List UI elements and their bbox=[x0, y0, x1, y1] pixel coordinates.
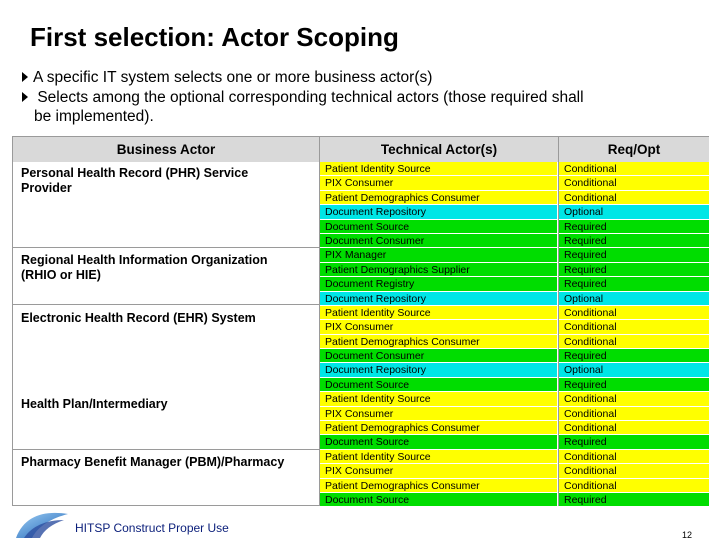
table-row bbox=[320, 292, 709, 306]
technical-actor-cell: Patient Demographics Consumer bbox=[320, 421, 558, 435]
technical-actor-cell: Document Repository bbox=[320, 205, 558, 219]
table-row bbox=[320, 263, 709, 277]
table-row bbox=[320, 435, 709, 449]
table-row bbox=[320, 320, 709, 334]
technical-actor-cell: PIX Consumer bbox=[320, 407, 558, 421]
table-row bbox=[320, 335, 709, 349]
bullet-1-text: A specific IT system selects one or more business actor(s) bbox=[33, 69, 433, 86]
req-opt-cell: Required bbox=[559, 220, 709, 234]
technical-actor-cell: Patient Identity Source bbox=[320, 306, 558, 320]
page-number: 12 bbox=[682, 530, 693, 540]
business-actor-line: Health Plan/Intermediary bbox=[21, 397, 168, 411]
table-row bbox=[320, 277, 709, 291]
technical-actor-cell: Document Registry bbox=[320, 277, 558, 291]
business-actor-line: Provider bbox=[21, 181, 72, 195]
table-row bbox=[320, 220, 709, 234]
req-opt-cell: Conditional bbox=[559, 320, 709, 334]
table-row bbox=[320, 205, 709, 219]
business-actor-health-plan bbox=[13, 394, 319, 415]
table-row bbox=[320, 392, 709, 406]
technical-actor-rows bbox=[320, 162, 709, 507]
technical-actor-cell: Document Repository bbox=[320, 292, 558, 306]
table-row bbox=[320, 421, 709, 435]
technical-actor-cell: Document Source bbox=[320, 435, 558, 449]
technical-actor-cell: PIX Consumer bbox=[320, 320, 558, 334]
req-opt-cell: Conditional bbox=[559, 479, 709, 493]
req-opt-cell: Conditional bbox=[559, 306, 709, 320]
business-actor-pbm bbox=[13, 452, 319, 473]
technical-actor-cell: PIX Consumer bbox=[320, 464, 558, 478]
footer-text: HITSP Construct Proper Use bbox=[75, 521, 229, 535]
bullet-2-continuation: be implemented). bbox=[34, 108, 154, 125]
technical-actor-cell: Patient Demographics Consumer bbox=[320, 191, 558, 205]
business-actor-line: Personal Health Record (PHR) Service bbox=[21, 166, 249, 180]
req-opt-cell: Required bbox=[559, 263, 709, 277]
actor-table bbox=[12, 136, 709, 506]
technical-actor-cell: Patient Demographics Consumer bbox=[320, 479, 558, 493]
bullet-arrow-icon bbox=[22, 92, 28, 102]
req-opt-cell: Conditional bbox=[559, 176, 709, 190]
table-row bbox=[320, 191, 709, 205]
table-row bbox=[320, 349, 709, 363]
technical-actor-cell: Patient Identity Source bbox=[320, 162, 558, 176]
req-opt-cell: Conditional bbox=[559, 392, 709, 406]
bullet-arrow-icon bbox=[22, 72, 28, 82]
business-actor-ehr bbox=[13, 308, 319, 329]
technical-actor-cell: Document Source bbox=[320, 378, 558, 392]
bullet-1 bbox=[22, 68, 692, 87]
table-row bbox=[320, 363, 709, 377]
req-opt-cell: Conditional bbox=[559, 162, 709, 176]
req-opt-cell: Required bbox=[559, 234, 709, 248]
req-opt-cell: Optional bbox=[559, 292, 709, 306]
technical-actor-cell: PIX Consumer bbox=[320, 176, 558, 190]
business-actor-line: (RHIO or HIE) bbox=[21, 268, 101, 282]
business-actor-phr bbox=[13, 163, 319, 199]
req-opt-cell: Optional bbox=[559, 205, 709, 219]
hitsp-logo-icon bbox=[14, 508, 70, 540]
technical-actor-cell: Patient Identity Source bbox=[320, 392, 558, 406]
technical-actor-cell: Document Source bbox=[320, 220, 558, 234]
req-opt-cell: Conditional bbox=[559, 407, 709, 421]
technical-actor-cell: Patient Identity Source bbox=[320, 450, 558, 464]
req-opt-cell: Conditional bbox=[559, 421, 709, 435]
group-separator bbox=[13, 247, 319, 248]
header-technical-actor: Technical Actor(s) bbox=[320, 137, 558, 162]
req-opt-cell: Required bbox=[559, 435, 709, 449]
technical-actor-cell: PIX Manager bbox=[320, 248, 558, 262]
req-opt-cell: Required bbox=[559, 493, 709, 507]
table-row bbox=[320, 378, 709, 392]
business-actor-rhio bbox=[13, 250, 319, 286]
header-business-actor: Business Actor bbox=[13, 137, 319, 162]
table-row bbox=[320, 479, 709, 493]
req-opt-cell: Required bbox=[559, 349, 709, 363]
req-opt-cell: Conditional bbox=[559, 464, 709, 478]
req-opt-cell: Conditional bbox=[559, 191, 709, 205]
business-actor-line: Pharmacy Benefit Manager (PBM)/Pharmacy bbox=[21, 455, 285, 469]
table-row bbox=[320, 306, 709, 320]
req-opt-cell: Required bbox=[559, 378, 709, 392]
group-separator bbox=[13, 449, 319, 450]
table-row bbox=[320, 162, 709, 176]
technical-actor-cell: Document Repository bbox=[320, 363, 558, 377]
table-row bbox=[320, 248, 709, 262]
req-opt-cell: Conditional bbox=[559, 450, 709, 464]
bullet-2-text: Selects among the optional corresponding technical actors (those required shall bbox=[37, 89, 584, 106]
table-row bbox=[320, 234, 709, 248]
slide-title: First selection: Actor Scoping bbox=[30, 22, 399, 52]
technical-actor-cell: Document Consumer bbox=[320, 349, 558, 363]
table-row bbox=[320, 176, 709, 190]
req-opt-cell: Required bbox=[559, 248, 709, 262]
req-opt-cell: Optional bbox=[559, 363, 709, 377]
bullet-2 bbox=[22, 88, 692, 126]
business-actor-line: Regional Health Information Organization bbox=[21, 253, 268, 267]
technical-actor-cell: Document Source bbox=[320, 493, 558, 507]
technical-actor-cell: Document Consumer bbox=[320, 234, 558, 248]
group-separator bbox=[13, 304, 319, 305]
table-row bbox=[320, 464, 709, 478]
table-row bbox=[320, 493, 709, 507]
table-row bbox=[320, 407, 709, 421]
header-req-opt: Req/Opt bbox=[559, 137, 709, 162]
table-row bbox=[320, 450, 709, 464]
req-opt-cell: Required bbox=[559, 277, 709, 291]
req-opt-cell: Conditional bbox=[559, 335, 709, 349]
technical-actor-cell: Patient Demographics Consumer bbox=[320, 335, 558, 349]
technical-actor-cell: Patient Demographics Supplier bbox=[320, 263, 558, 277]
business-actor-line: Electronic Health Record (EHR) System bbox=[21, 311, 256, 325]
